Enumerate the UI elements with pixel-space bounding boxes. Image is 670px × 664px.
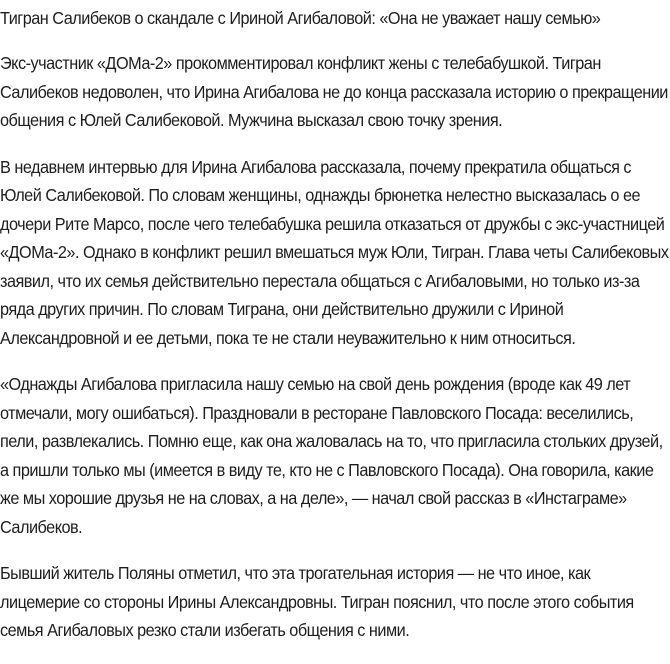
article-paragraph-2: В недавнем интервью для Ирина Агибалова рассказала, почему прекратила общаться с Юлей Салибековой. По словам женщины, однажды брюнетка нелестно высказалась о ее дочери Рите Марсо, после чего телебабушка решила отказаться от дружбы с экс-участницей «ДОМа-2». Однако в конфликт решил вмешаться муж Юли, Тигран. Глава четы Салибековых заявил, что их семья действительно перестала общаться с Агибаловыми, но только из-за ряда других причин. По словам Тиграна, они действительно дружили с Ириной Александровной и ее детьми, пока те не стали неуважительно к ним относиться.: [0, 156, 669, 348]
article-paragraph-1: Экс-участник «ДОМа-2» прокомментировал конфликт жены с телебабушкой. Тигран Салибеков недоволен, что Ирина Агибалова не до конца рассказала историю о прекращении общения с Юлей Салибековой. Мужчина высказал свою точку зрения.: [0, 53, 668, 130]
article-title: Тигран Салибеков о скандале с Ириной Агибаловой: «Она не уважает нашу семью»: [0, 8, 601, 28]
article-paragraph-3-quote: «Однажды Агибалова пригласила нашу семью на свой день рождения (вроде как 49 лет отмечали, могу ошибаться). Праздновали в ресторане Павловского Посада: веселились, пели, развлекались. Помню еще, как она жаловалась на то, что пригласила стольких друзей, а пришли только мы (имеется в виду те, кто не с Павловского Посада). Она говорила, какие же мы хорошие друзья не на словах, а на деле», — начал свой рассказ в «Инстаграме» Салибеков.: [0, 374, 663, 537]
article-paragraph-4: Бывший житель Поляны отметил, что эта трогательная история — не что иное, как лицемерие со стороны Ирины Александровны. Тигран пояснил, что после этого события семья Агибаловых резко стали избегать общения с ними.: [0, 563, 634, 640]
